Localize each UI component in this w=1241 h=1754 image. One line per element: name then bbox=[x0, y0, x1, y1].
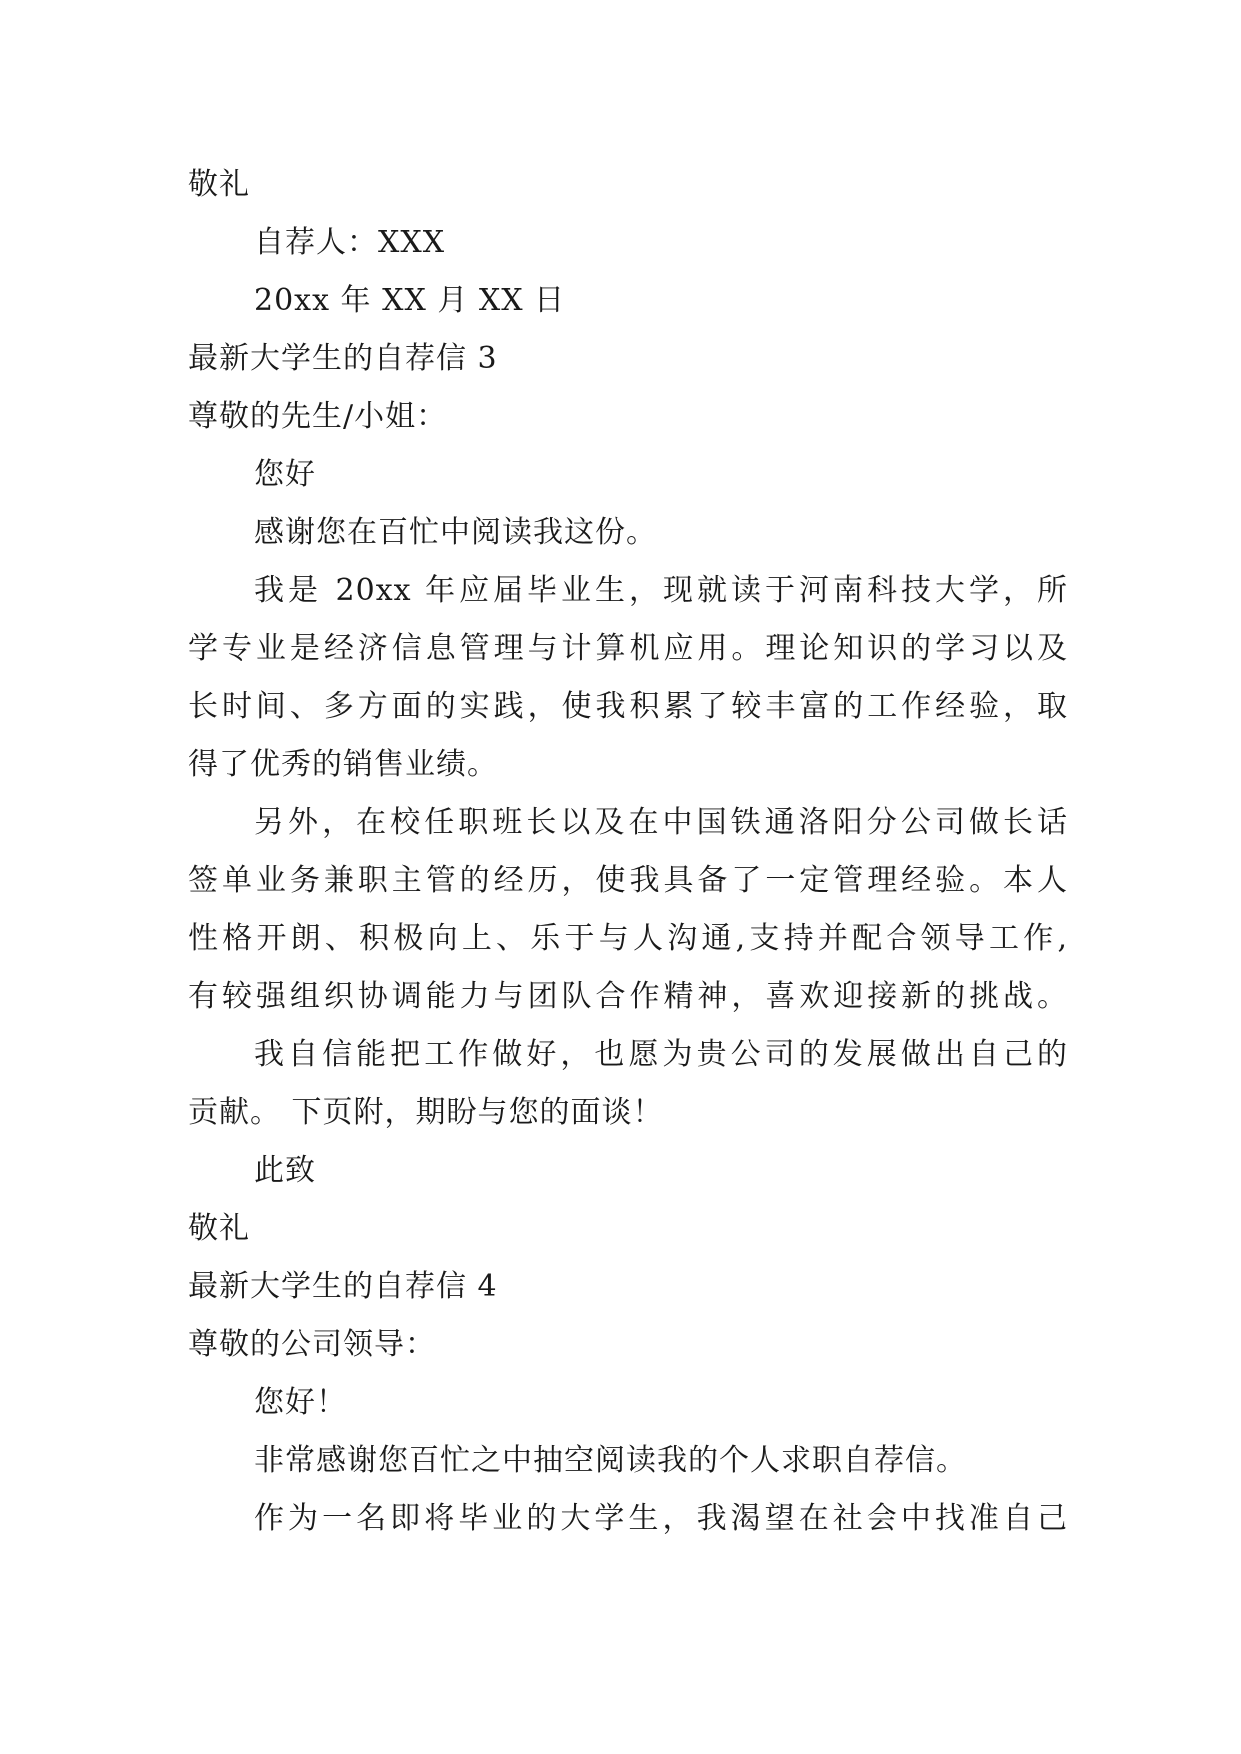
letter3-paragraph-3 bbox=[188, 1026, 1068, 1142]
letter4-title: 最新大学生的自荐信 4 bbox=[188, 1269, 498, 1304]
paragraph-line: 贡献。 下页附，期盼与您的面谈！ bbox=[188, 1095, 664, 1130]
paragraph-line: 长时间、多方面的实践，使我积累了较丰富的工作经验，取 bbox=[188, 689, 1068, 724]
letter3-paragraph-2 bbox=[188, 794, 1068, 1026]
paragraph-line: 得了优秀的销售业绩。 bbox=[188, 747, 498, 782]
date-line: 20xx 年 XX 月 XX 日 bbox=[254, 283, 566, 318]
paragraph-line: 学专业是经济信息管理与计算机应用。理论知识的学习以及 bbox=[188, 631, 1068, 666]
letter4-salutation: 尊敬的公司领导： bbox=[188, 1327, 436, 1362]
paragraph-line: 签单业务兼职主管的经历，使我具备了一定管理经验。本人 bbox=[188, 863, 1068, 898]
paragraph-line: 另外，在校任职班长以及在中国铁通洛阳分公司做长话 bbox=[254, 805, 1068, 840]
letter4-paragraph-1-start: 作为一名即将毕业的大学生，我渴望在社会中找准自己 bbox=[254, 1501, 1068, 1536]
letter3-close-1: 此致 bbox=[254, 1153, 316, 1188]
paragraph-line: 我是 20xx 年应届毕业生，现就读于河南科技大学，所 bbox=[254, 573, 1068, 608]
letter3-title: 最新大学生的自荐信 3 bbox=[188, 341, 498, 376]
document-body bbox=[188, 156, 1068, 1548]
letter3-thanks: 感谢您在百忙中阅读我这份。 bbox=[254, 515, 657, 550]
letter4-thanks: 非常感谢您百忙之中抽空阅读我的个人求职自荐信。 bbox=[254, 1443, 967, 1478]
letter3-close-2: 敬礼 bbox=[188, 1211, 250, 1246]
paragraph-line: 有较强组织协调能力与团队合作精神，喜欢迎接新的挑战。 bbox=[188, 979, 1068, 1014]
paragraph-line: 我自信能把工作做好，也愿为贵公司的发展做出自己的 bbox=[254, 1037, 1068, 1072]
letter3-paragraph-1 bbox=[188, 562, 1068, 794]
paragraph-line: 性格开朗、积极向上、乐于与人沟通,支持并配合领导工作, bbox=[188, 921, 1068, 956]
letter4-greeting: 您好！ bbox=[254, 1385, 347, 1420]
letter3-greeting: 您好 bbox=[254, 457, 316, 492]
letter3-salutation: 尊敬的先生/小姐： bbox=[188, 399, 448, 434]
signature-line: 自荐人：XXX bbox=[254, 225, 446, 260]
closing-line: 敬礼 bbox=[188, 167, 250, 202]
